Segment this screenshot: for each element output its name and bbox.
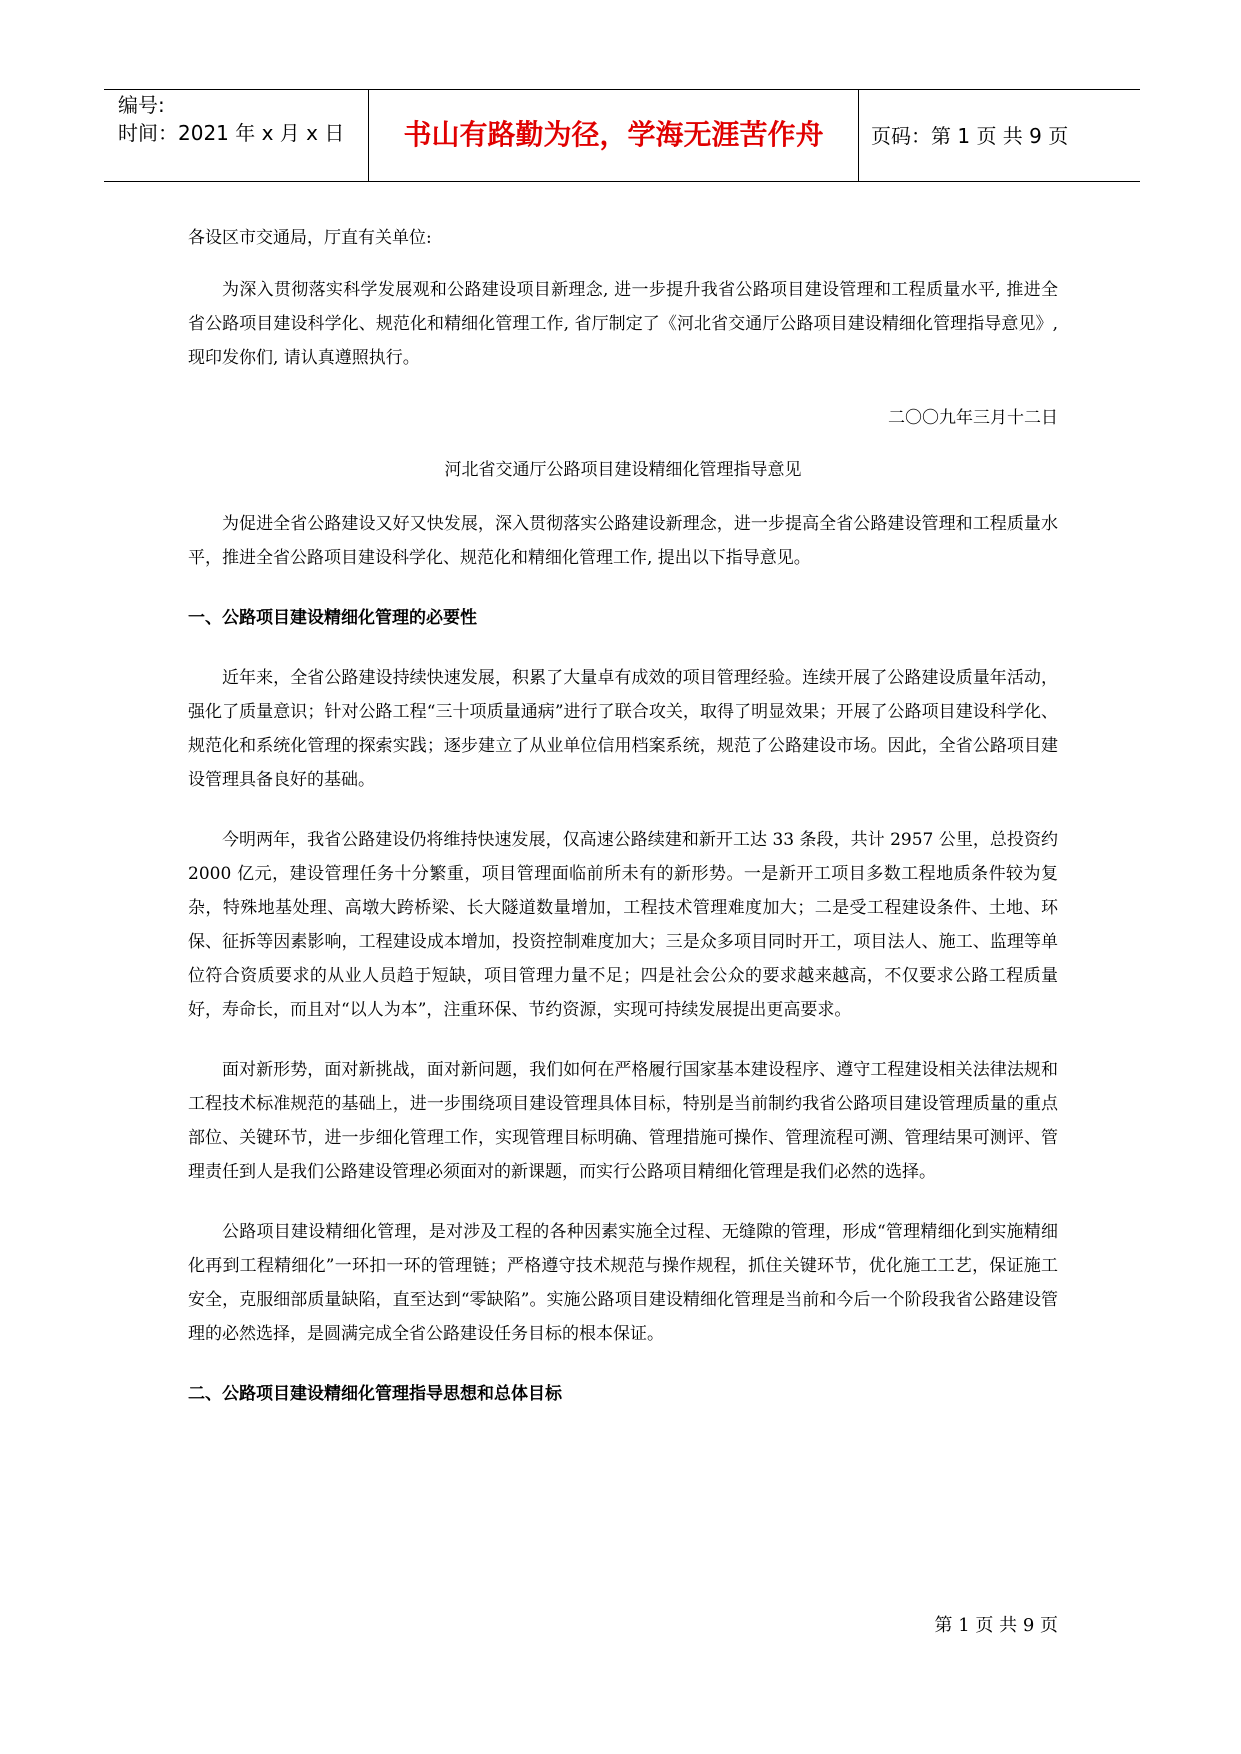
header-info-cell	[104, 90, 369, 181]
page-footer: 第 1 页 共 9 页	[934, 1615, 1058, 1636]
document-id-label: 编号:	[118, 93, 165, 117]
paragraph-3: 面对新形势，面对新挑战，面对新问题，我们如何在严格履行国家基本建设程序、遵守工程建设相关法律法规和工程技术标准规范的基础上，进一步围绕项目建设管理具体目标，特别是当前制约我省公路项目建设管理质量的重点部位、关键环节，进一步细化管理工作，实现管理目标明确、管理措施可操作、管理流程可溯、管理结果可测评、管理责任到人是我们公路建设管理必须面对的新课题，而实行公路项目精细化管理是我们必然的选择。	[188, 1060, 1058, 1182]
section-heading-1: 一、公路项目建设精细化管理的必要性	[188, 608, 477, 628]
section-heading-2: 二、公路项目建设精细化管理指导思想和总体目标	[188, 1384, 562, 1404]
document-title: 河北省交通厅公路项目建设精细化管理指导意见	[444, 460, 802, 480]
issue-date: 二〇〇九年三月十二日	[888, 408, 1058, 428]
header-motto-cell	[369, 90, 859, 181]
paragraph-2: 今明两年，我省公路建设仍将维持快速发展，仅高速公路续建和新开工达 33 条段，共计 2957 公里，总投资约 2000 亿元，建设管理任务十分繁重，项目管理面临前所未有的新形势。一是新开工项目多数工程地质条件较为复杂，特殊地基处理、高墩大跨桥梁、长大隧道数量增加，工程技术管理难度加大；二是受工程建设条件、土地、环保、征拆等因素影响，工程建设成本增加，投资控制难度加大；三是众多项目同时开工，项目法人、施工、监理等单位符合资质要求的从业人员趋于短缺，项目管理力量不足；四是社会公众的要求越来越高，不仅要求公路工程质量好，寿命长，而且对“以人为本”，注重环保、节约资源，实现可持续发展提出更高要求。	[188, 830, 1058, 1020]
salutation: 各设区市交通局，厅直有关单位:	[188, 228, 432, 248]
preface-paragraph: 为促进全省公路建设又好又快发展，深入贯彻落实公路建设新理念，进一步提高全省公路建设管理和工程质量水平，推进全省公路项目建设科学化、规范化和精细化管理工作, 提出以下指导意见。	[188, 514, 1058, 568]
paragraph-4: 公路项目建设精细化管理，是对涉及工程的各种因素实施全过程、无缝隙的管理，形成“管理精细化到实施精细化再到工程精细化”一环扣一环的管理链；严格遵守技术规范与操作规程，抓住关键环节，优化施工工艺，保证施工安全，克服细部质量缺陷，直至达到“零缺陷”。实施公路项目建设精细化管理是当前和今后一个阶段我省公路建设管理的必然选择，是圆满完成全省公路建设任务目标的根本保证。	[188, 1222, 1058, 1344]
intro-paragraph: 为深入贯彻落实科学发展观和公路建设项目新理念, 进一步提升我省公路项目建设管理和工程质量水平, 推进全省公路项目建设科学化、规范化和精细化管理工作, 省厅制定了《河北省交通厅公路项目建设精细化管理指导意见》, 现印发你们, 请认真遵照执行。	[188, 280, 1058, 368]
header-motto: 书山有路勤为径，学海无涯苦作舟	[403, 118, 824, 151]
document-body	[188, 221, 1058, 1437]
paragraph-1: 近年来，全省公路建设持续快速发展，积累了大量卓有成效的项目管理经验。连续开展了公路建设质量年活动，强化了质量意识；针对公路工程“三十项质量通病”进行了联合攻关，取得了明显效果；开展了公路项目建设科学化、规范化和系统化管理的探索实践；逐步建立了从业单位信用档案系统，规范了公路建设市场。因此，全省公路项目建设管理具备良好的基础。	[188, 668, 1058, 790]
document-date-label: 时间：2021 年 x 月 x 日	[118, 121, 345, 145]
header-page-number: 页码：第 1 页 共 9 页	[871, 124, 1069, 148]
header-page-cell	[859, 90, 1140, 181]
document-header	[104, 89, 1140, 182]
